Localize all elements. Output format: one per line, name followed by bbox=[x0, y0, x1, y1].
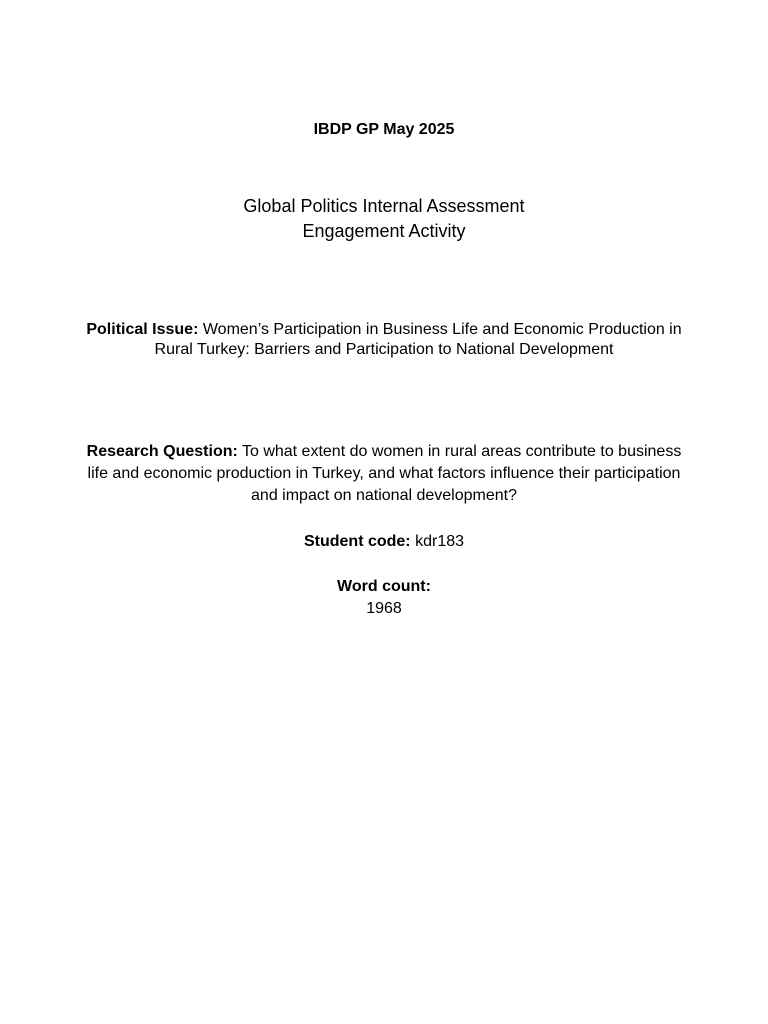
student-code-label: Student code: bbox=[303, 533, 411, 550]
word-count-value: 1968 bbox=[366, 600, 402, 617]
word-count bbox=[70, 576, 698, 620]
political-issue bbox=[80, 320, 688, 360]
document-title bbox=[70, 194, 698, 244]
student-code-value: kdr183 bbox=[415, 533, 465, 550]
research-question-text: To what extent do women in rural areas contribute to business life and economic production in Turkey, and what factors influence their participation and impact on national development? bbox=[87, 443, 682, 504]
title-line-1: Global Politics Internal Assessment bbox=[243, 196, 525, 216]
exam-header: IBDP GP May 2025 bbox=[313, 121, 455, 138]
political-issue-text: Women’s Participation in Business Life and Economic Production in Rural Turkey: Barriers and Participation to National Development bbox=[154, 321, 682, 358]
title-line-2: Engagement Activity bbox=[302, 221, 466, 241]
research-question bbox=[84, 441, 684, 507]
student-code bbox=[70, 531, 698, 553]
research-question-label: Research Question: bbox=[86, 443, 238, 460]
political-issue-label: Political Issue: bbox=[86, 321, 199, 338]
word-count-label: Word count: bbox=[337, 578, 431, 595]
